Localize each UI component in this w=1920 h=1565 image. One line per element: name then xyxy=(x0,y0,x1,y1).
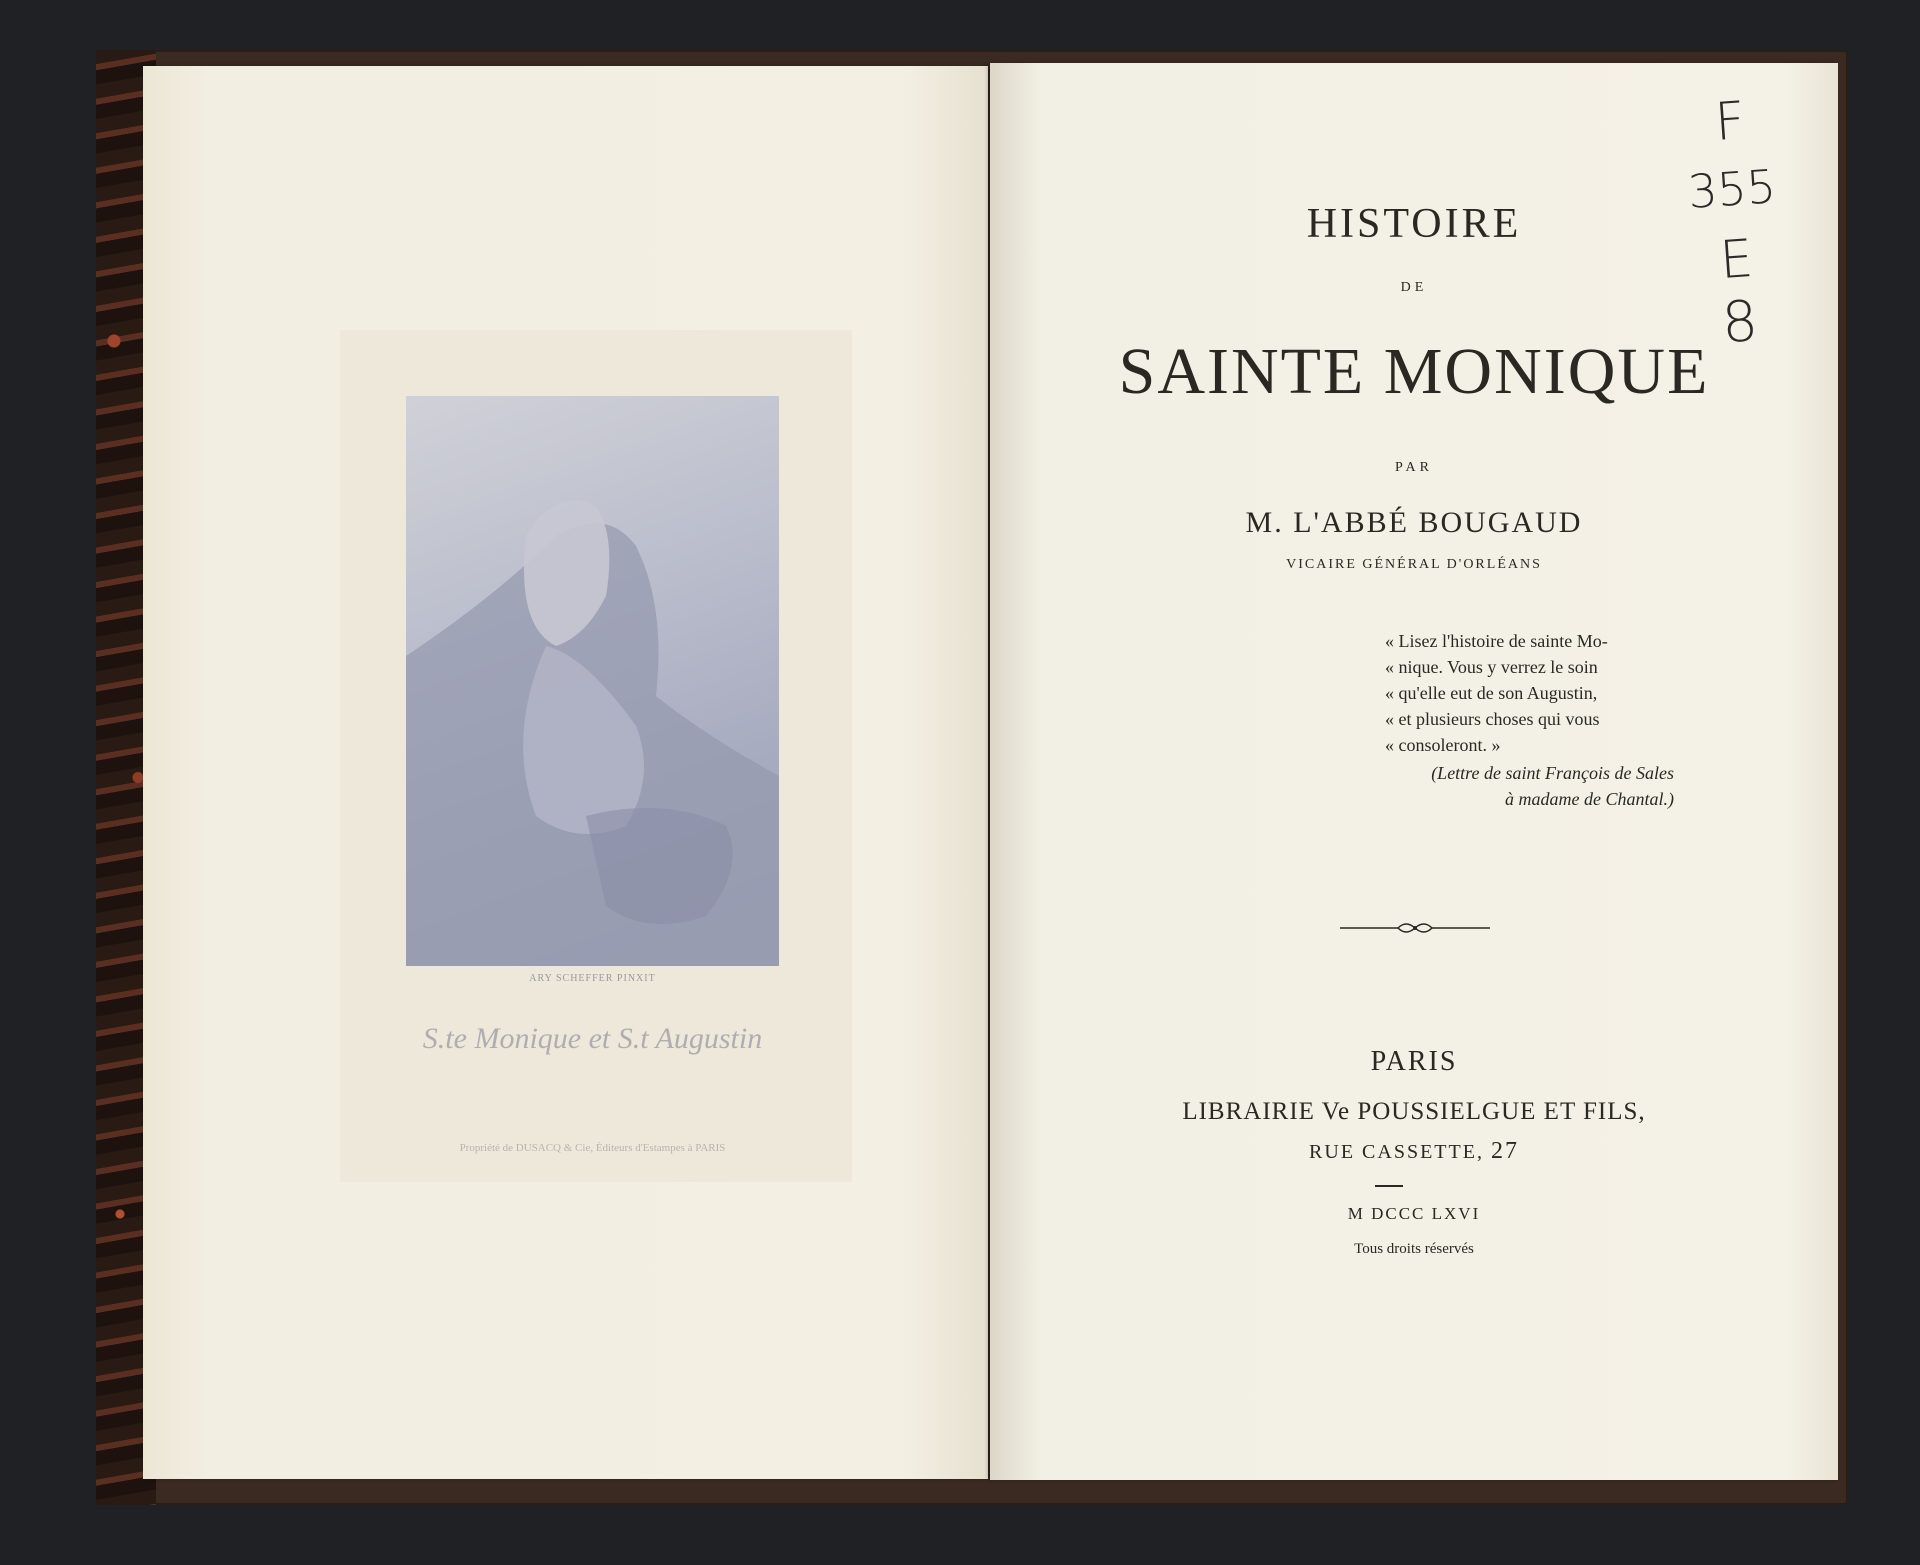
plate-publisher-line: Propriété de DUSACQ & Cie, Éditeurs d'Estampes à PARIS xyxy=(459,1142,726,1154)
engraving-image xyxy=(406,396,779,966)
plate-artist-credit: ARY SCHEFFER PINXIT xyxy=(529,973,656,984)
shelfmark-line-3: E xyxy=(1717,228,1755,292)
epigraph-line: « Lisez l'histoire de sainte Mo- xyxy=(1385,631,1608,651)
epigraph-citation-line: (Lettre de saint François de Sales xyxy=(1431,763,1674,783)
shelfmark-line-1: F xyxy=(1712,91,1747,153)
epigraph-line: « nique. Vous y verrez le soin xyxy=(1385,657,1598,677)
title-histoire: HISTOIRE xyxy=(1306,201,1522,247)
epigraph-line: « et plusieurs choses qui vous xyxy=(1385,709,1600,729)
shelfmark-line-4: 8 xyxy=(1719,288,1760,357)
imprint-publisher: LIBRAIRIE Ve POUSSIELGUE ET FILS, xyxy=(1182,1098,1646,1125)
book-title: SAINTE MONIQUE xyxy=(1118,335,1710,408)
title-par: PAR xyxy=(1395,460,1433,475)
imprint-city: PARIS xyxy=(1370,1046,1458,1077)
epigraph-citation-line: à madame de Chantal.) xyxy=(1505,789,1674,809)
epigraph-line: « consoleront. » xyxy=(1385,735,1501,755)
imprint-rule xyxy=(1375,1185,1403,1187)
title-de: DE xyxy=(1400,280,1428,295)
imprint-number: 27 xyxy=(1490,1138,1519,1164)
ornament-rule-icon xyxy=(1340,918,1490,938)
imprint-address xyxy=(990,1138,1838,1165)
shelfmark-line-2: 355 xyxy=(1686,159,1778,219)
author-name: M. L'ABBÉ BOUGAUD xyxy=(1245,506,1583,539)
epigraph-line: « qu'elle eut de son Augustin, xyxy=(1385,683,1598,703)
author-role: VICAIRE GÉNÉRAL D'ORLÉANS xyxy=(1286,557,1542,572)
imprint-street: RUE CASSETTE, xyxy=(1309,1141,1484,1163)
rights-notice: Tous droits réservés xyxy=(1354,1241,1474,1257)
epigraph-citation xyxy=(1380,760,1674,812)
epigraph xyxy=(1385,628,1675,758)
plate-caption: S.te Monique et S.t Augustin xyxy=(422,1022,763,1055)
imprint-year: M DCCC LXVI xyxy=(1347,1204,1481,1223)
engraving-figures xyxy=(406,396,779,966)
